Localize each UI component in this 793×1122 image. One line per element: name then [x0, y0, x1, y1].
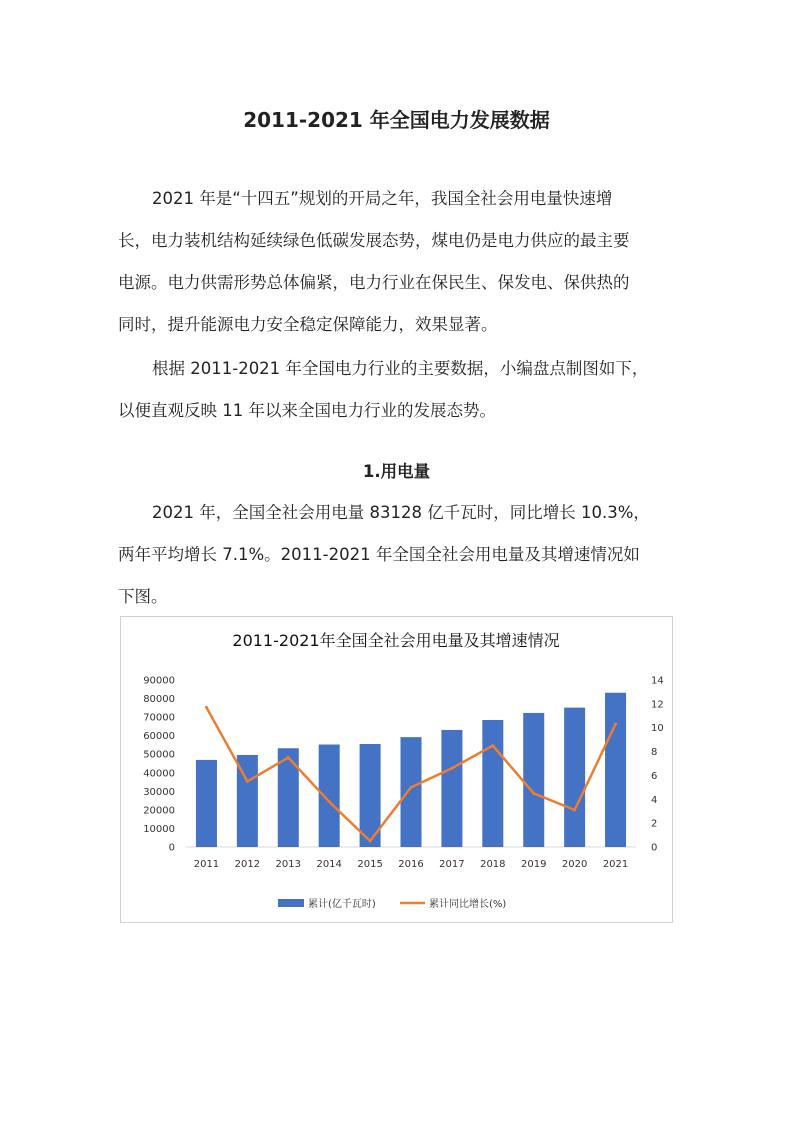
bar-2014 — [319, 745, 340, 847]
section1-paragraph — [118, 492, 678, 618]
bar-2018 — [482, 720, 503, 847]
left-axis-tick-label: 90000 — [143, 675, 175, 687]
left-axis-tick-label: 30000 — [143, 786, 175, 798]
x-tick-label: 2011 — [193, 859, 220, 870]
x-tick-label: 2015 — [357, 859, 383, 870]
right-axis-tick-label: 0 — [651, 842, 658, 854]
right-axis-tick-label: 10 — [651, 723, 664, 735]
growth-point-2019 — [532, 792, 535, 795]
bar-2020 — [564, 708, 585, 847]
right-axis-tick-label: 12 — [651, 699, 664, 711]
intro-line: 以便直观反映 11 年以来全国电力行业的发展态势。 — [118, 401, 496, 420]
left-axis-tick-label: 70000 — [143, 712, 175, 724]
right-axis-tick-label: 14 — [651, 675, 664, 687]
x-tick-label: 2021 — [602, 859, 629, 870]
x-tick-label: 2012 — [234, 859, 261, 870]
bar-2017 — [441, 730, 462, 847]
intro-line: 根据 2011-2021 年全国电力行业的主要数据，小编盘点制图如下， — [152, 359, 649, 378]
growth-point-2016 — [410, 786, 413, 789]
x-tick-label: 2017 — [439, 859, 465, 870]
section-line: 两年平均增长 7.1%。2011-2021 年全国全社会用电量及其增速情况如 — [118, 545, 640, 564]
intro-line: 电源。电力供需形势总体偏紧，电力行业在保民生、保发电、保供热的 — [118, 273, 630, 292]
chart-svg — [121, 617, 672, 922]
right-axis-tick-label: 2 — [651, 818, 658, 830]
growth-point-2015 — [369, 840, 372, 843]
growth-point-2018 — [491, 744, 494, 747]
left-axis-tick-label: 60000 — [143, 731, 175, 743]
legend-bar-label: 累计(亿千瓦时) — [308, 899, 376, 910]
left-axis-tick-label: 0 — [168, 842, 175, 854]
bar-2019 — [523, 713, 544, 847]
page-title: 2011-2021 年全国电力发展数据 — [243, 108, 550, 132]
section-heading-electricity-use: 1.用电量 — [362, 462, 431, 481]
intro-line: 同时，提升能源电力安全稳定保障能力，效果显著。 — [118, 315, 498, 334]
legend-line-label: 累计同比增长(%) — [429, 899, 507, 910]
x-tick-label: 2016 — [398, 859, 424, 870]
x-tick-label: 2013 — [275, 859, 301, 870]
right-axis-tick-label: 6 — [651, 770, 658, 782]
left-axis-tick-label: 80000 — [143, 694, 175, 706]
chart-title: 2011-2021年全国全社会用电量及其增速情况 — [232, 631, 560, 650]
growth-point-2012 — [246, 780, 249, 783]
legend-bar-swatch — [278, 899, 304, 907]
intro-paragraph-2 — [118, 348, 678, 432]
bar-2011 — [196, 760, 217, 847]
electricity-chart — [120, 616, 673, 923]
bar-2021 — [605, 693, 626, 847]
right-axis-tick-label: 4 — [651, 794, 658, 806]
growth-point-2011 — [205, 706, 208, 709]
left-axis-tick-label: 20000 — [143, 805, 175, 817]
growth-point-2017 — [450, 767, 453, 770]
growth-point-2013 — [287, 756, 290, 759]
growth-point-2021 — [614, 723, 617, 726]
x-tick-label: 2018 — [480, 859, 506, 870]
x-tick-label: 2019 — [521, 859, 547, 870]
bar-2016 — [401, 737, 422, 847]
section-line: 2021 年，全国全社会用电量 83128 亿千瓦时，同比增长 10.3%， — [152, 503, 650, 522]
growth-point-2020 — [573, 809, 576, 812]
left-axis-tick-label: 10000 — [143, 823, 175, 835]
x-tick-label: 2014 — [316, 859, 342, 870]
intro-line: 长，电力装机结构延续绿色低碳发展态势，煤电仍是电力供应的最主要 — [118, 231, 630, 250]
growth-point-2014 — [328, 800, 331, 803]
intro-line: 2021 年是“十四五”规划的开局之年，我国全社会用电量快速增 — [152, 189, 613, 208]
section-line: 下图。 — [118, 587, 168, 606]
x-tick-label: 2020 — [561, 859, 588, 870]
left-axis-tick-label: 40000 — [143, 768, 175, 780]
left-axis-tick-label: 50000 — [143, 749, 175, 761]
right-axis-tick-label: 8 — [651, 747, 658, 759]
intro-paragraph-1 — [118, 178, 678, 346]
